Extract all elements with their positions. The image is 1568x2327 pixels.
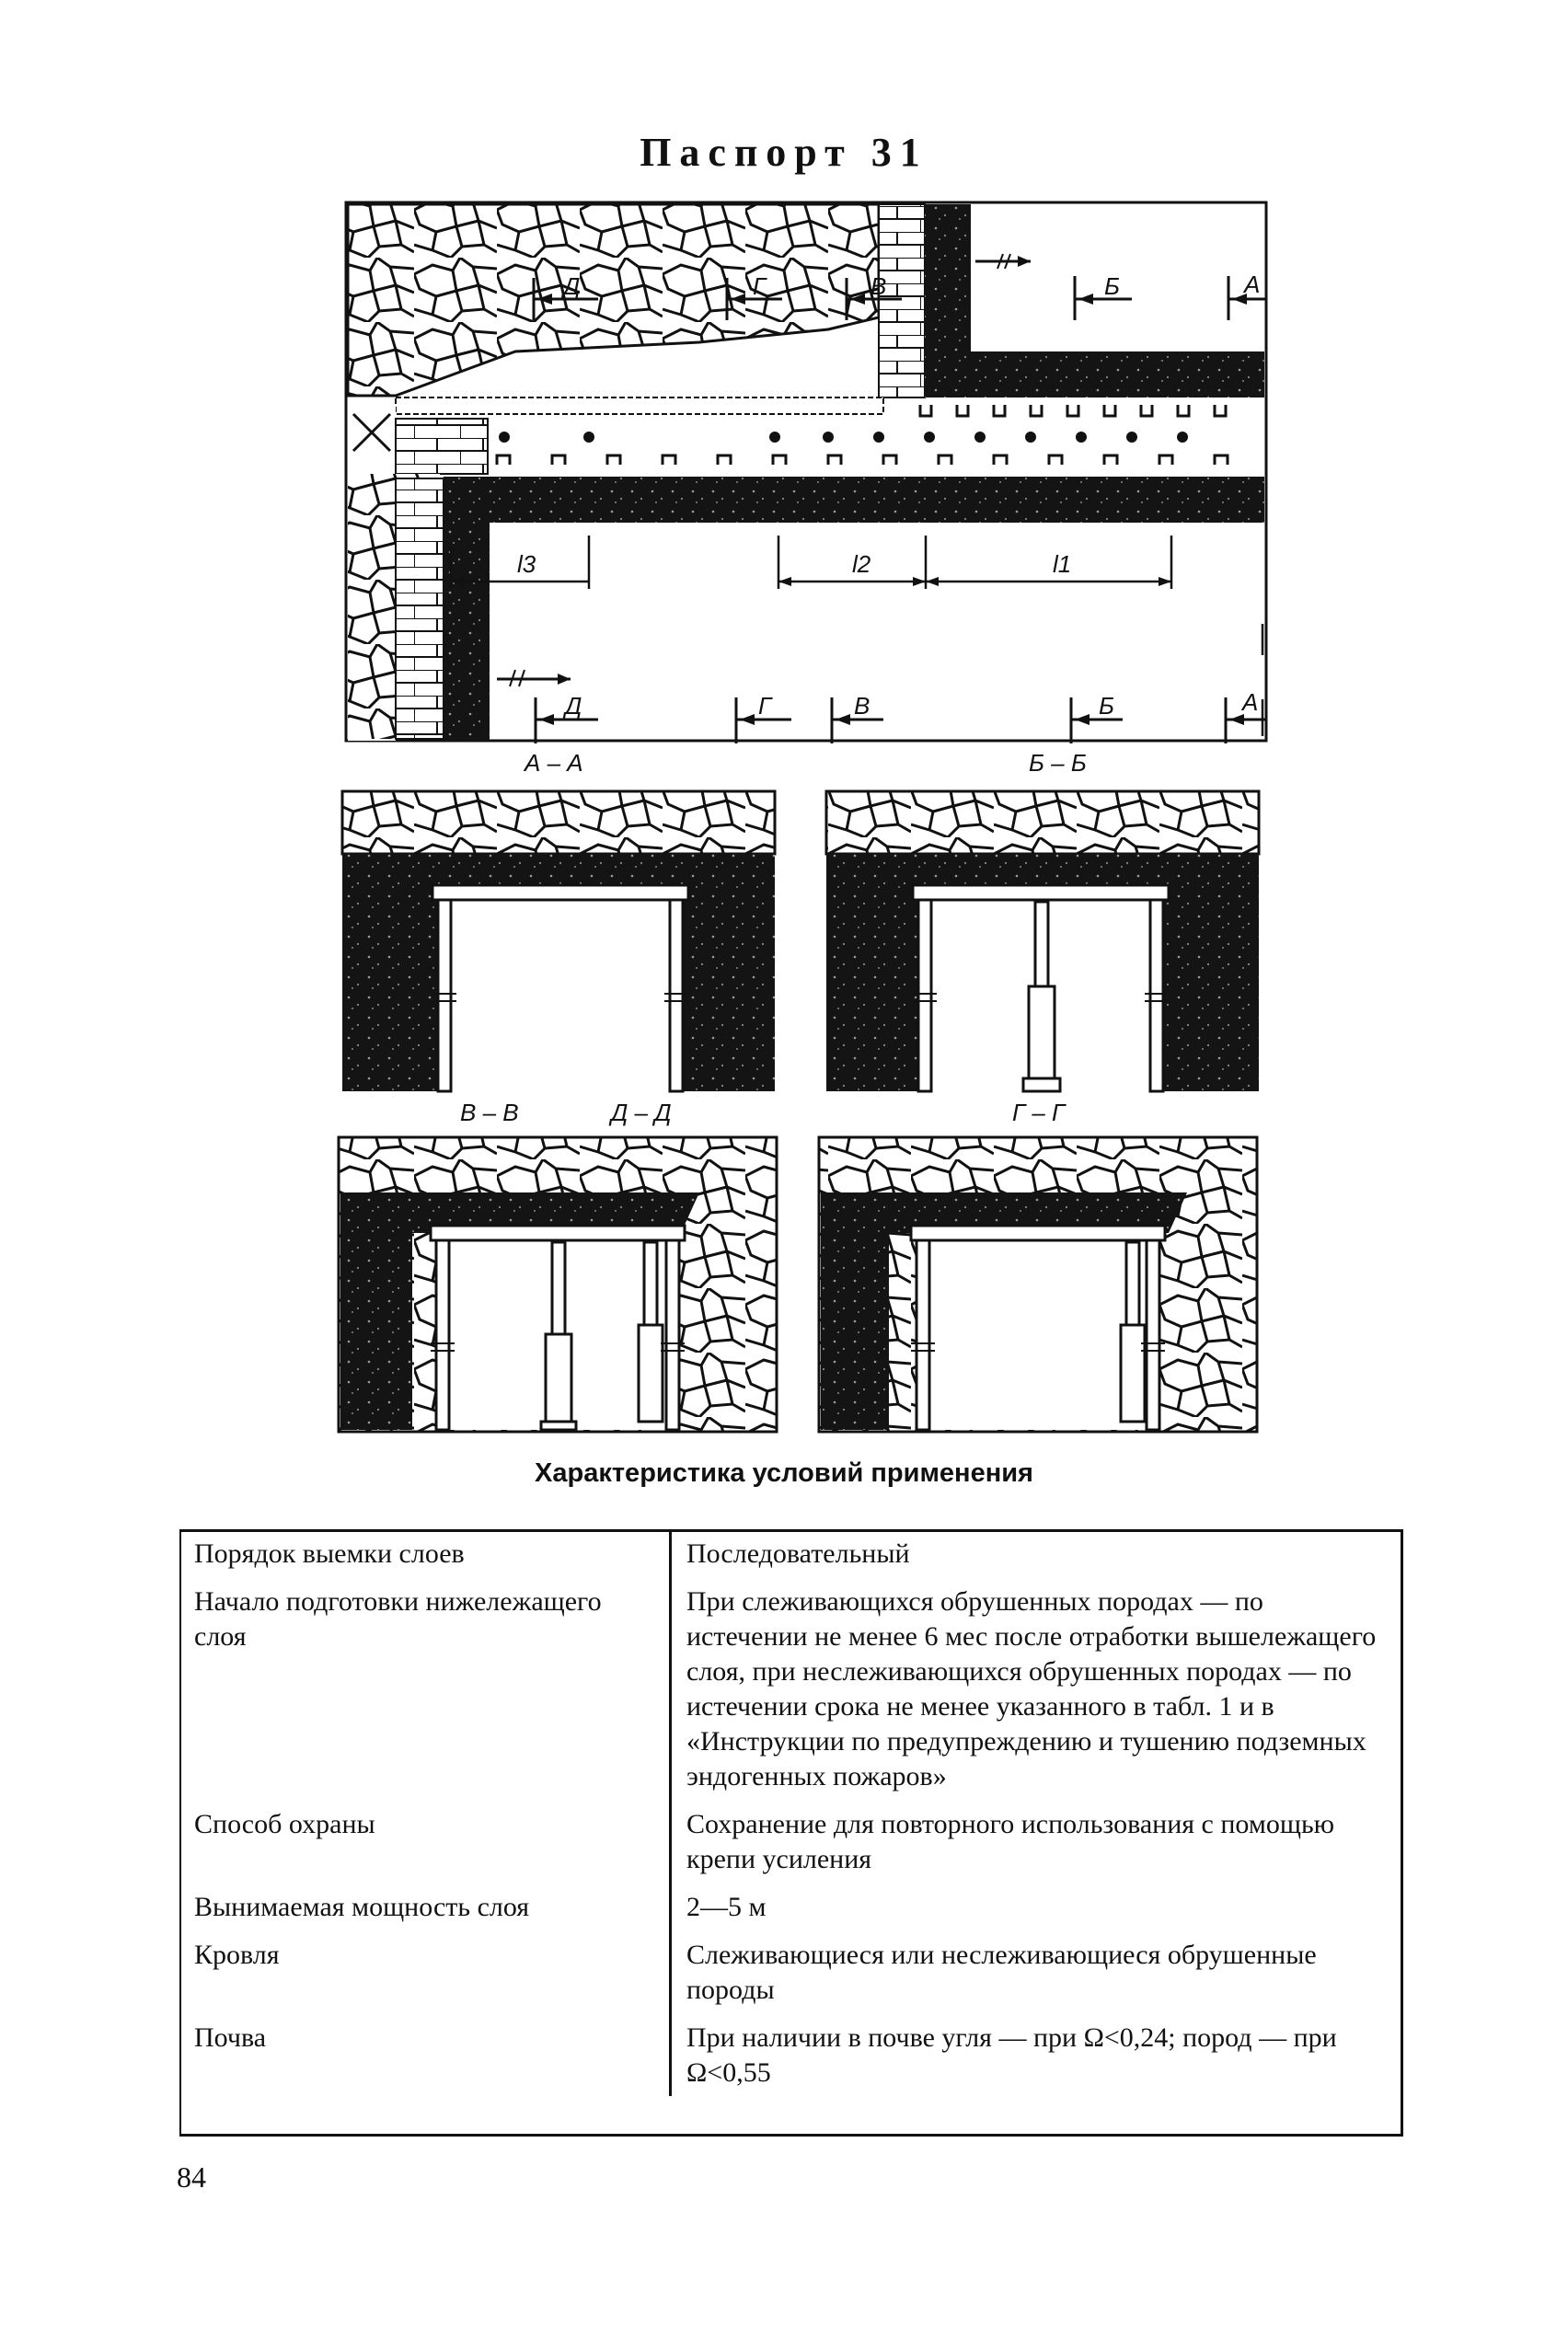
section-bb xyxy=(826,749,1259,1091)
table-row xyxy=(179,1529,1403,1577)
row-value: Последовательный xyxy=(686,1538,910,1569)
row-param: Способ охраны xyxy=(179,1800,671,1883)
marker-b-top: Б xyxy=(1104,272,1120,300)
marker-d-top: Д xyxy=(563,272,581,300)
marker-v-top: В xyxy=(870,272,887,300)
row-param: Вынимаемая мощность слоя xyxy=(179,1883,671,1930)
dim-l2: l2 xyxy=(852,550,871,578)
row-value: При наличии в почве угля — при Ω<0,24; пород — при Ω<0,55 xyxy=(686,2022,1337,2088)
row-param: Начало подготовки нижележащего слоя xyxy=(179,1577,671,1800)
marker-a-bottom: А xyxy=(1242,688,1259,716)
table-row xyxy=(179,1883,1403,1930)
table-row xyxy=(179,1930,1403,2013)
table-row xyxy=(179,1800,1403,1883)
page-number: 84 xyxy=(177,2160,206,2194)
section-gg-label: Г – Г xyxy=(1012,1099,1066,1126)
section-vv-label: В – В xyxy=(460,1099,519,1126)
dim-l3: l3 xyxy=(517,550,536,578)
marker-b-bottom: Б xyxy=(1099,692,1114,720)
section-aa-label: А – А xyxy=(525,749,583,777)
row-param: Почва xyxy=(179,2013,671,2096)
section-aa xyxy=(342,749,775,1091)
table-row xyxy=(179,2013,1403,2096)
conditions-table xyxy=(179,1529,1403,2096)
page-title: Паспорт 31 xyxy=(640,130,928,175)
row-value: Сохранение для повторного использования с помощью крепи усиления xyxy=(686,1809,1335,1874)
row-value: При слеживающихся обрушенных породах — по истечении не менее 6 мес после отработки вышележащего слоя, при неслеживающихся обрушенных породах — по истечении срока не менее указанного в табл. 1 и в «Инструкции по предупреждению и тушению подземных эндогенных пожаров» xyxy=(686,1586,1377,1791)
section-bb-label: Б – Б xyxy=(1029,749,1087,777)
marker-g-top: Г xyxy=(753,272,767,300)
dim-l1: l1 xyxy=(1053,550,1072,578)
marker-g-bottom: Г xyxy=(758,692,772,720)
row-value: 2—5 м xyxy=(686,1892,767,1922)
table-caption: Характеристика условий применения xyxy=(535,1458,1033,1488)
row-param: Кровля xyxy=(179,1930,671,2013)
marker-d-bottom: Д xyxy=(565,692,582,720)
section-dd-label: Д – Д xyxy=(611,1099,672,1126)
marker-v-bottom: В xyxy=(854,692,870,720)
section-gg xyxy=(819,1099,1257,1432)
row-param: Порядок выемки слоев xyxy=(179,1529,671,1577)
marker-a-top: А xyxy=(1244,271,1261,298)
section-vv-dd xyxy=(339,1099,777,1432)
row-value: Слеживающиеся или неслеживающиеся обрушенные породы xyxy=(686,1940,1317,2005)
table-row xyxy=(179,1577,1403,1800)
plan-view xyxy=(346,202,1266,743)
